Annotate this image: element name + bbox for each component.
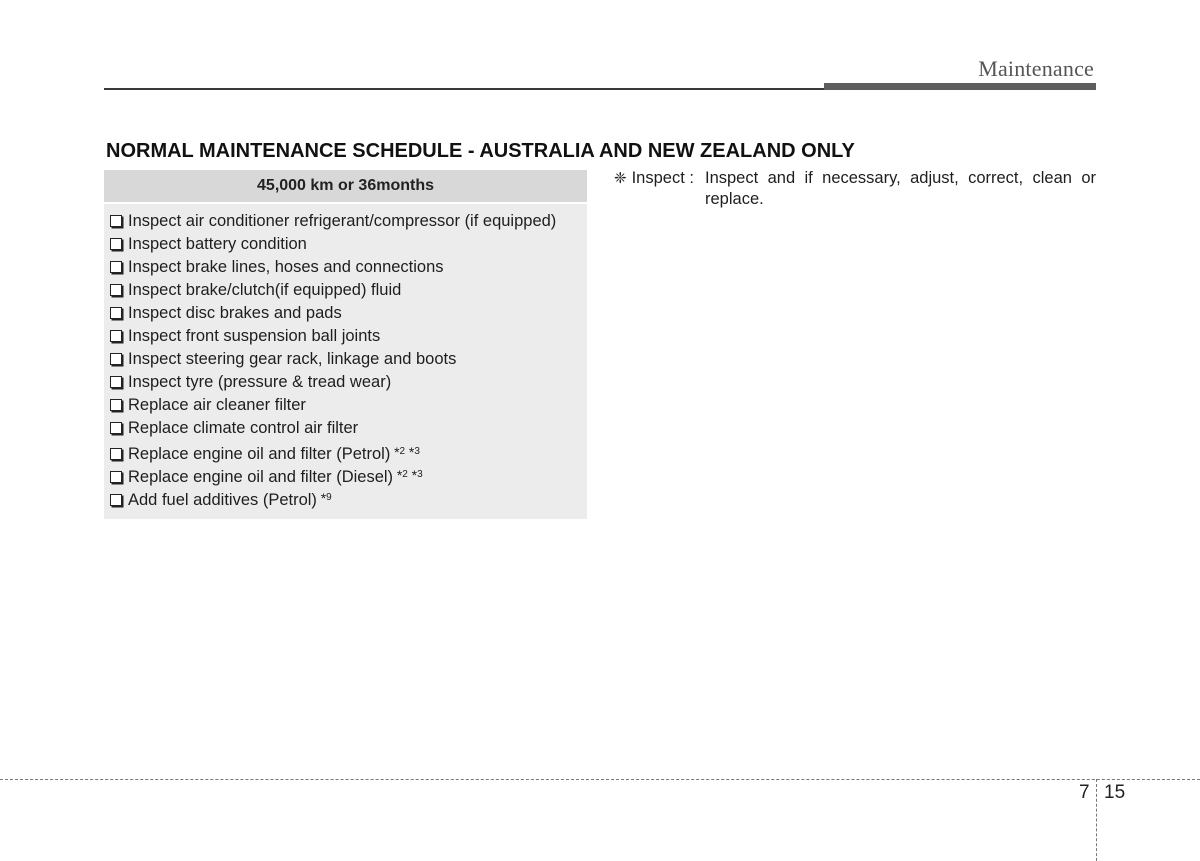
- page-number: 15: [1104, 782, 1126, 803]
- schedule-item: [109, 440, 587, 463]
- footnote-marker: *3: [408, 444, 420, 460]
- checkbox-icon: [110, 471, 122, 483]
- schedule-item: [109, 210, 587, 233]
- schedule-item-label: Inspect front suspension ball joints: [128, 327, 381, 345]
- schedule-item: [109, 325, 587, 348]
- checkbox-icon: [110, 215, 122, 227]
- checkbox-icon: [110, 448, 122, 460]
- schedule-interval-header: 45,000 km or 36months: [104, 170, 587, 202]
- section-title: NORMAL MAINTENANCE SCHEDULE - AUSTRALIA AND NEW ZEALAND ONLY: [106, 140, 855, 162]
- header-rule-accent: [824, 83, 1096, 90]
- schedule-item-label: Replace engine oil and filter (Petrol): [128, 445, 391, 463]
- checkbox-icon: [110, 494, 122, 506]
- schedule-item-label: Inspect brake/clutch(if equipped) fluid: [128, 281, 402, 299]
- checkbox-icon: [110, 376, 122, 388]
- schedule-item-label: Replace air cleaner filter: [128, 396, 306, 414]
- checkbox-icon: [110, 284, 122, 296]
- schedule-item: [109, 348, 587, 371]
- schedule-item-label: Inspect steering gear rack, linkage and boots: [128, 350, 457, 368]
- schedule-item: [109, 233, 587, 256]
- legend-symbol-icon: ❈: [614, 170, 627, 187]
- legend-term: Inspect :: [631, 169, 694, 187]
- checkbox-icon: [110, 399, 122, 411]
- maintenance-schedule-table: [104, 170, 587, 519]
- schedule-item: [109, 394, 587, 417]
- checkbox-icon: [110, 307, 122, 319]
- schedule-item-label: Inspect brake lines, hoses and connections: [128, 258, 444, 276]
- checkbox-icon: [110, 422, 122, 434]
- checkbox-icon: [110, 261, 122, 273]
- schedule-item: [109, 302, 587, 325]
- schedule-item-list: [104, 204, 587, 509]
- checkbox-icon: [110, 330, 122, 342]
- footnote-marker: *2: [394, 444, 406, 460]
- schedule-item-label: Inspect disc brakes and pads: [128, 304, 342, 322]
- schedule-item: [109, 417, 587, 440]
- header-rule: [104, 88, 824, 90]
- footer-rule: [0, 779, 1200, 780]
- legend-term-cell: [614, 168, 705, 210]
- schedule-item-label: Inspect tyre (pressure & tread wear): [128, 373, 392, 391]
- schedule-item-label: Replace climate control air filter: [128, 419, 359, 437]
- checkbox-icon: [110, 238, 122, 250]
- checkbox-icon: [110, 353, 122, 365]
- schedule-item: [109, 256, 587, 279]
- footnote-marker: *3: [411, 467, 423, 483]
- schedule-item-label: Replace engine oil and filter (Diesel): [128, 468, 394, 486]
- chapter-title: Maintenance: [978, 56, 1094, 81]
- schedule-item-label: Add fuel additives (Petrol): [128, 491, 317, 509]
- schedule-item-label: Inspect battery condition: [128, 235, 307, 253]
- legend-definition: Inspect and if necessary, adjust, correct, clean or replace.: [705, 169, 1096, 208]
- footnote-marker: *2: [396, 467, 408, 483]
- schedule-item-label: Inspect air conditioner refrigerant/compressor (if equipped): [128, 212, 557, 230]
- footnote-marker: *9: [320, 490, 332, 506]
- schedule-item: [109, 463, 587, 486]
- chapter-number: 7: [1079, 782, 1090, 803]
- schedule-item: [109, 371, 587, 394]
- legend-note: [614, 168, 1096, 210]
- footer-divider: [1096, 779, 1097, 861]
- schedule-item: [109, 279, 587, 302]
- schedule-item: [109, 486, 587, 509]
